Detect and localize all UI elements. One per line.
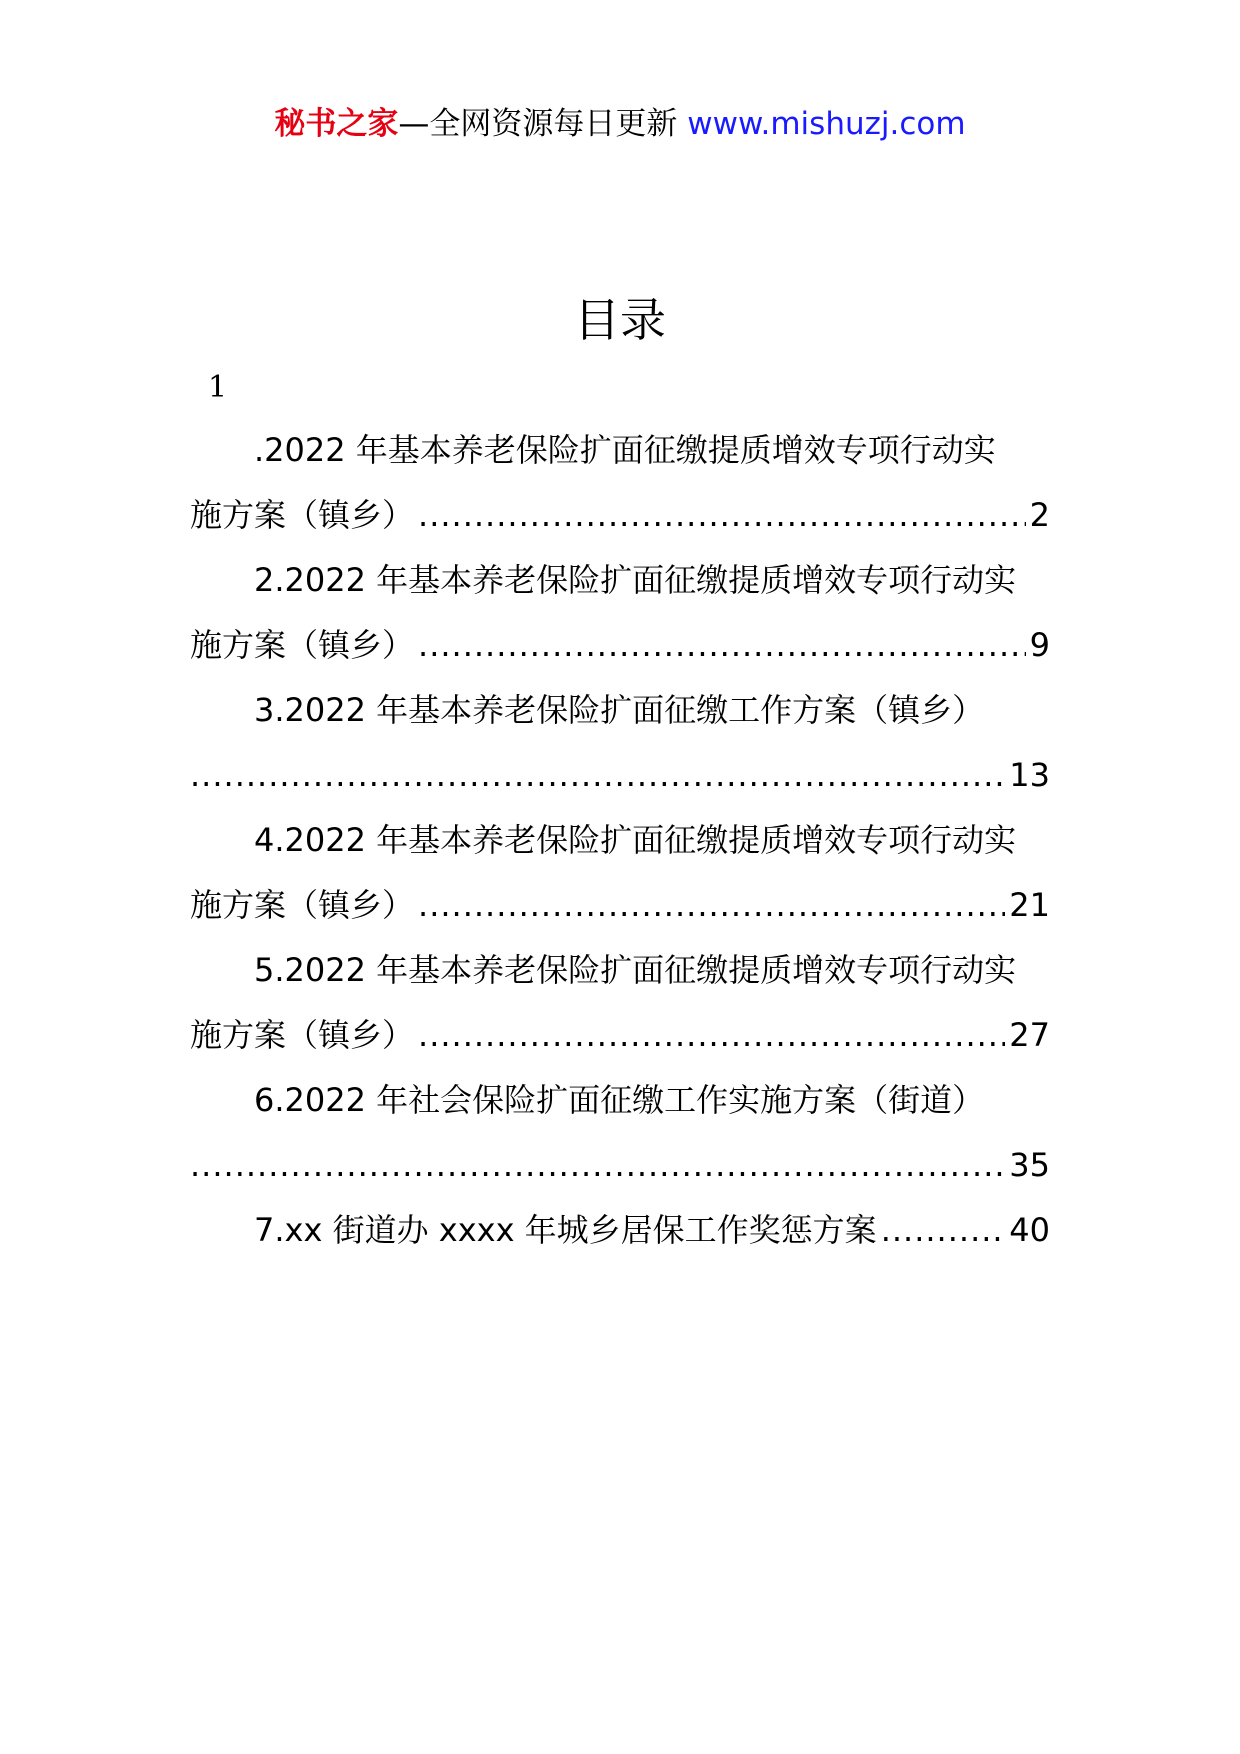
toc-page-number: 9 xyxy=(1029,626,1050,664)
toc-page-number: 21 xyxy=(1009,886,1050,924)
dot-leader xyxy=(190,743,1005,808)
toc-page-number: 35 xyxy=(1009,1146,1050,1184)
toc-entry-line xyxy=(190,613,1050,678)
toc-entry-line xyxy=(190,1068,1050,1133)
toc-entry-line xyxy=(190,1198,1050,1263)
toc-page-number: 13 xyxy=(1009,756,1050,794)
toc-entry[interactable] xyxy=(190,1198,1050,1263)
toc-entry-title: 4.2022 年基本养老保险扩面征缴提质增效专项行动实 xyxy=(254,821,1017,859)
toc-entry-title-cont: 施方案（镇乡） xyxy=(190,496,415,534)
toc-entry-title-cont: 施方案（镇乡） xyxy=(190,886,415,924)
toc-title: 目录 xyxy=(574,293,666,347)
toc-entry-line xyxy=(190,938,1050,1003)
page-header xyxy=(0,100,1240,148)
dot-leader xyxy=(418,1003,1005,1068)
stray-number: 1 xyxy=(208,370,228,405)
toc-entry-line xyxy=(190,743,1050,808)
toc-entry-title: 2.2022 年基本养老保险扩面征缴提质增效专项行动实 xyxy=(254,561,1017,599)
toc-entry[interactable] xyxy=(190,808,1050,938)
toc-entry-title: 5.2022 年基本养老保险扩面征缴提质增效专项行动实 xyxy=(254,951,1017,989)
toc-entry-line xyxy=(190,1133,1050,1198)
toc-entry-title-cont: 施方案（镇乡） xyxy=(190,1016,415,1054)
toc-entry-line xyxy=(190,548,1050,613)
toc-entry-line xyxy=(190,808,1050,873)
toc-page-number: 2 xyxy=(1029,496,1050,534)
toc-entry-line xyxy=(190,873,1050,938)
toc-entry-line xyxy=(190,483,1050,548)
dot-leader xyxy=(881,1198,1006,1263)
dot-leader xyxy=(418,613,1026,678)
header-slogan: —全网资源每日更新 xyxy=(398,106,678,142)
toc-page-number: 27 xyxy=(1009,1016,1050,1054)
dot-leader xyxy=(418,873,1005,938)
toc-entry[interactable] xyxy=(190,418,1050,548)
toc-entry-line xyxy=(190,1003,1050,1068)
toc-page-number: 40 xyxy=(1009,1211,1050,1249)
dot-leader xyxy=(190,1133,1005,1198)
dot-leader xyxy=(418,483,1026,548)
toc-entry[interactable] xyxy=(190,1068,1050,1198)
toc-entry[interactable] xyxy=(190,938,1050,1068)
toc-entry-title: 6.2022 年社会保险扩面征缴工作实施方案（街道） xyxy=(254,1081,985,1119)
toc-entry-line xyxy=(190,678,1050,743)
toc-entry-title: 3.2022 年基本养老保险扩面征缴工作方案（镇乡） xyxy=(254,691,985,729)
toc-entry-title: .2022 年基本养老保险扩面征缴提质增效专项行动实 xyxy=(254,431,996,469)
toc-entry-title: 7.xx 街道办 xxxx 年城乡居保工作奖惩方案 xyxy=(254,1211,877,1249)
toc-entry-line xyxy=(190,418,1050,483)
toc-entry[interactable] xyxy=(190,678,1050,808)
site-url-link[interactable]: www.mishuzj.com xyxy=(687,106,966,142)
brand-name: 秘书之家 xyxy=(274,106,399,142)
toc-entry[interactable] xyxy=(190,548,1050,678)
toc-entry-title-cont: 施方案（镇乡） xyxy=(190,626,415,664)
